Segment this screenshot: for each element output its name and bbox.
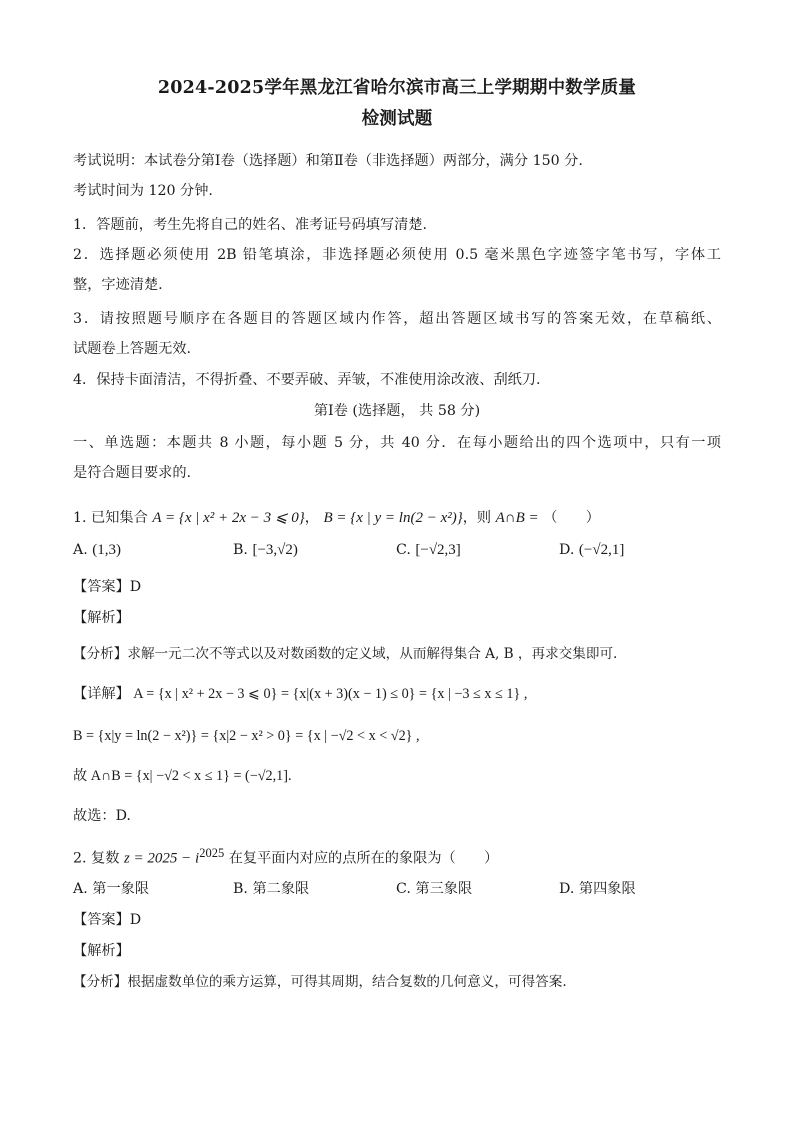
q1-detail-step1: 【详解】 A = {x | x² + 2x − 3 ⩽ 0} = {x|(x + 3)(x − 1) ≤ 0} = {x | −3 ≤ x ≤ 1} , — [73, 686, 528, 702]
q1-option-a[interactable] — [73, 540, 121, 560]
option-value: (−√2,1] — [578, 542, 625, 558]
q2-option-d[interactable] — [559, 879, 636, 899]
option-label: B. — [233, 542, 248, 558]
option-label: A. — [73, 881, 88, 897]
section-heading: 第Ⅰ卷 (选择题， 共 58 分) — [313, 403, 481, 419]
instruction-line: 整，字迹清楚. — [73, 277, 163, 293]
instruction-line: 考试时间为 120 分钟. — [73, 183, 213, 199]
question-1-prefix: 1. 已知集合 — [73, 510, 148, 526]
option-value: 第一象限 — [92, 881, 150, 897]
section-intro: 是符合题目要求的. — [73, 465, 192, 481]
q1-option-d[interactable] — [559, 540, 624, 560]
option-label: A. — [73, 542, 88, 558]
q1-option-b[interactable] — [233, 540, 298, 560]
question-2-suffix: 在复平面内对应的点所在的象限为（ ） — [228, 850, 499, 867]
option-value: [−√2,3] — [415, 542, 461, 558]
q1-analysis-tag: 【解析】 — [73, 610, 130, 626]
intersection-expression: A∩B = — [495, 510, 539, 526]
instruction-line: 考试说明：本试卷分第Ⅰ卷（选择题）和第Ⅱ卷（非选择题）两部分，满分 150 分. — [73, 153, 583, 169]
option-label: B. — [233, 881, 248, 897]
instruction-line: 试题卷上答题无效. — [73, 341, 192, 357]
set-a-definition: A = {x | x² + 2x − 3 ⩽ 0} — [152, 510, 305, 526]
option-value: (1,3) — [92, 542, 122, 558]
option-value: 第二象限 — [252, 881, 310, 897]
option-label: C. — [396, 881, 411, 897]
instruction-line: 2．选择题必须使用 2B 铅笔填涂，非选择题必须使用 0.5 毫米黑色字迹签字笔书写，字体工 — [73, 247, 721, 263]
instruction-line: 3．请按照题号顺序在各题目的答题区域内作答，超出答题区域书写的答案无效，在草稿纸、 — [73, 311, 721, 327]
q2-option-b[interactable] — [233, 879, 309, 899]
option-label: D. — [559, 881, 575, 897]
q1-detail-step2: B = {x|y = ln(2 − x²)} = {x|2 − x² > 0} = {x | −√2 < x < √2} , — [73, 728, 420, 744]
question-1-sep: ， — [304, 510, 319, 526]
page-title-line1: 2024-2025学年黑龙江省哈尔滨市高三上学期期中数学质量 — [157, 78, 637, 98]
q2-analysis: 【分析】根据虚数单位的乘方运算，可得其周期，结合复数的几何意义，可得答案. — [73, 974, 567, 990]
set-b-definition: B = {x | y = ln(2 − x²)} — [323, 510, 463, 526]
q1-answer: 【答案】D — [73, 579, 142, 595]
question-2-stem — [73, 843, 498, 869]
question-2-prefix: 2. 复数 — [73, 850, 120, 867]
instruction-line: 1．答题前，考生先将自己的姓名、准考证号码填写清楚. — [73, 217, 428, 233]
option-label: D. — [559, 542, 575, 558]
exponent: 2025 — [199, 846, 225, 860]
question-1-stem — [73, 508, 600, 528]
instruction-line: 4．保持卡面清洁，不得折叠、不要弄破、弄皱，不准使用涂改液、刮纸刀. — [73, 372, 541, 388]
q1-choice: 故选：D. — [73, 808, 131, 824]
question-1-then: ，则 — [462, 510, 492, 526]
q2-answer: 【答案】D — [73, 912, 142, 928]
q2-analysis-tag: 【解析】 — [73, 943, 130, 959]
option-value: [−3,√2) — [252, 542, 298, 558]
q1-detail-step3: 故 A∩B = {x| −√2 < x ≤ 1} = (−√2,1]. — [73, 768, 292, 784]
q1-option-c[interactable] — [396, 540, 461, 560]
option-value: 第三象限 — [415, 881, 473, 897]
option-label: C. — [396, 542, 411, 558]
answer-parentheses: （ ） — [543, 510, 600, 526]
q2-option-c[interactable] — [396, 879, 472, 899]
option-value: 第四象限 — [578, 881, 636, 897]
q1-analysis: 【分析】求解一元二次不等式以及对数函数的定义域，从而解得集合 A, B ，再求交集即可. — [73, 646, 618, 662]
q2-option-a[interactable] — [73, 879, 149, 899]
page-title-line2: 检测试题 — [361, 109, 433, 129]
section-intro: 一、单选题：本题共 8 小题，每小题 5 分，共 40 分．在每小题给出的四个选项中，只有一项 — [73, 435, 721, 451]
complex-number-expression: z = 2025 − i — [123, 850, 200, 867]
